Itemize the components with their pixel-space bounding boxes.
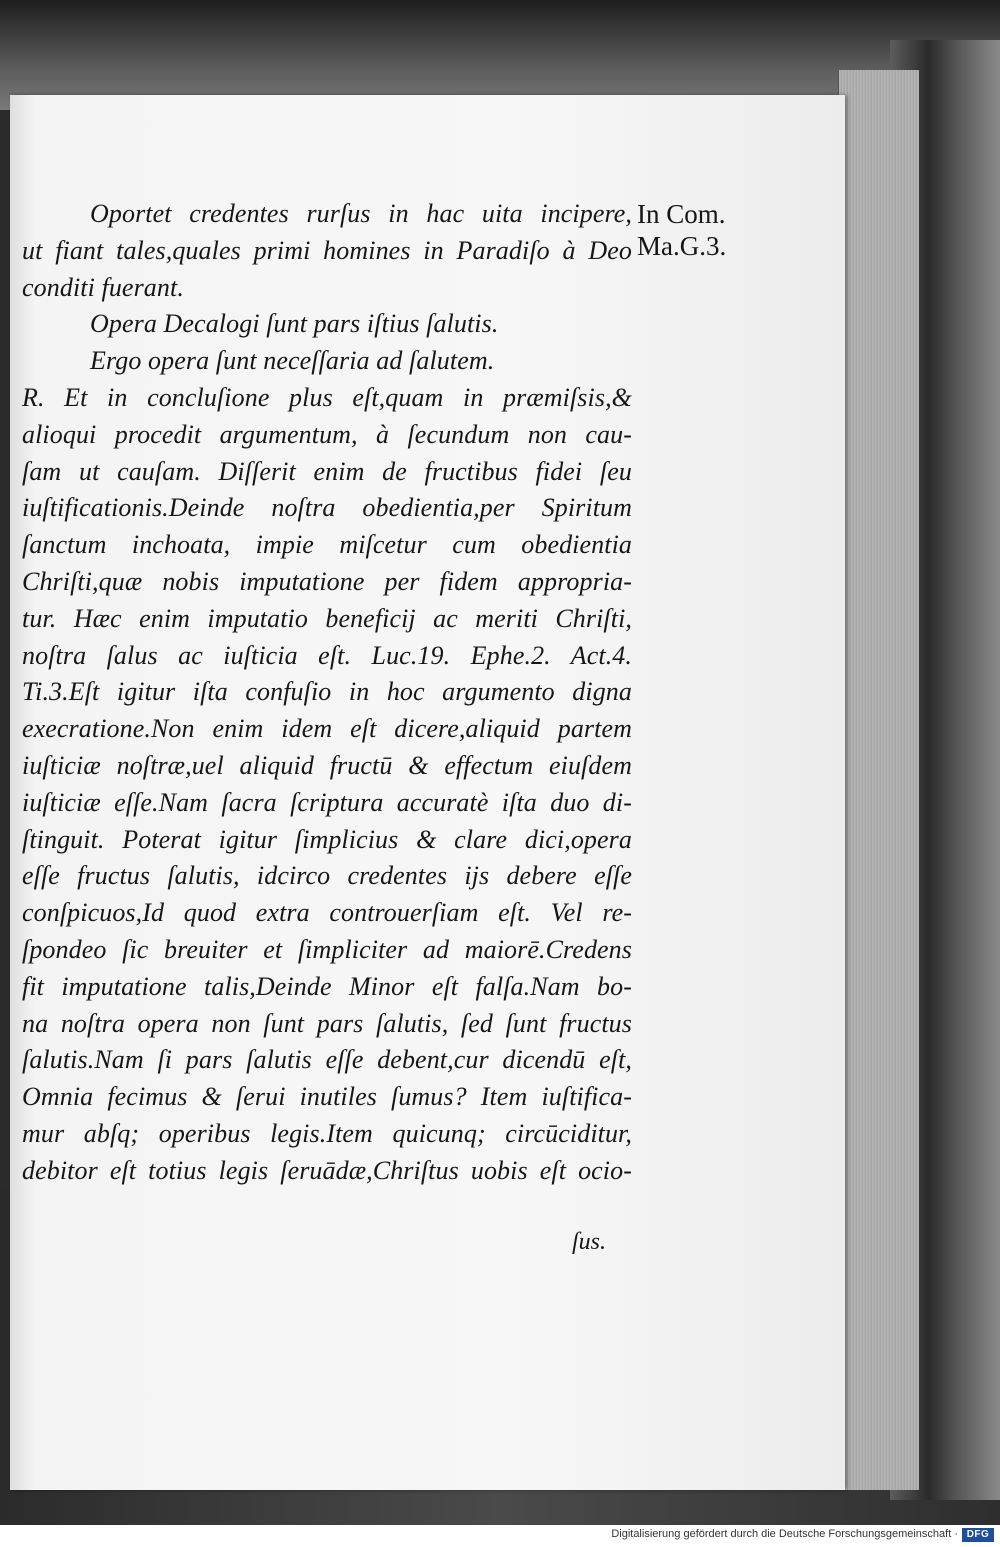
page-edges xyxy=(838,70,919,1490)
text-line: conditi fuerant. xyxy=(22,272,184,302)
text-line: ſpondeo ſic breuiter et ſimpliciter ad maiorē.Credens xyxy=(22,934,632,964)
text-line: ſanctum inchoata, impie miſcetur cum obedientia xyxy=(22,530,632,560)
text-line: tur. Hæc enim imputatio beneficij ac meriti Chriſti, xyxy=(22,603,632,633)
marginal-note xyxy=(637,198,726,262)
text-line: R. Et in concluſione plus eſt,quam in præmiſsis,& xyxy=(22,382,632,412)
text-line: execratione.Non enim idem eſt dicere,aliquid partem xyxy=(22,714,632,744)
text-line: conſpicuos,Id quod extra controuerſiam eſt. Vel re- xyxy=(22,898,632,928)
text-line: ut fiant tales,quales primi homines in Paradiſo à Deo xyxy=(22,235,632,265)
text-line: Opera Decalogi ſunt pars iſtius ſalutis. xyxy=(90,309,499,339)
text-line: Oportet credentes rurſus in hac uita incipere, xyxy=(90,199,632,228)
text-line: iuſtificationis.Deinde noſtra obedientia,per Spiritum xyxy=(22,493,632,523)
text-line: na noſtra opera non ſunt pars ſalutis, ſed ſunt fructus xyxy=(22,1008,632,1038)
text-line: fit imputatione talis,Deinde Minor eſt falſa.Nam bo- xyxy=(22,971,632,1001)
text-line: ſam ut cauſam. Diſſerit enim de fructibus fidei ſeu xyxy=(22,456,632,486)
marginal-note-line: Ma.G.3. xyxy=(637,231,727,261)
dfg-logo: DFG xyxy=(962,1528,994,1542)
text-line: Ergo opera ſunt neceſſaria ad ſalutem. xyxy=(90,346,495,376)
text-line: eſſe fructus ſalutis, idcirco credentes ijs debere eſſe xyxy=(22,861,632,891)
text-line: Chriſti,quæ nobis imputatione per fidem appropria- xyxy=(22,566,632,596)
catchword: ſus. xyxy=(572,1229,607,1255)
text-line: debitor eſt totius legis ſeruādæ,Chriſtus uobis eſt ocio- xyxy=(22,1155,632,1185)
footer-credit: Digitalisierung gefördert durch die Deutsche Forschungsgemeinschaft · xyxy=(611,1528,958,1540)
text-line: ſtinguit. Poterat igitur ſimplicius & clare dici,opera xyxy=(22,824,632,854)
text-line: iuſticiæ eſſe.Nam ſacra ſcriptura accuratè iſta duo di- xyxy=(22,787,632,817)
text-line: Omnia fecimus & ſerui inutiles ſumus? Item iuſtifica- xyxy=(22,1082,632,1112)
text-line: Ti.3.Eſt igitur iſta confuſio in hoc argumento digna xyxy=(22,677,632,707)
text-line: alioqui procedit argumentum, à ſecundum non cau- xyxy=(22,419,632,449)
page-text xyxy=(22,196,632,1190)
text-line: ſalutis.Nam ſi pars ſalutis eſſe debent,cur dicendū eſt, xyxy=(22,1045,632,1075)
marginal-note-line: In Com. xyxy=(637,199,726,229)
text-line: noſtra ſalus ac iuſticia eſt. Luc.19. Ephe.2. Act.4. xyxy=(22,640,632,670)
text-line: iuſticiæ noſtræ,uel aliquid fructū & effectum eiuſdem xyxy=(22,750,632,780)
text-line: mur abſq; operibus legis.Item quicunq; circūciditur, xyxy=(22,1118,632,1148)
